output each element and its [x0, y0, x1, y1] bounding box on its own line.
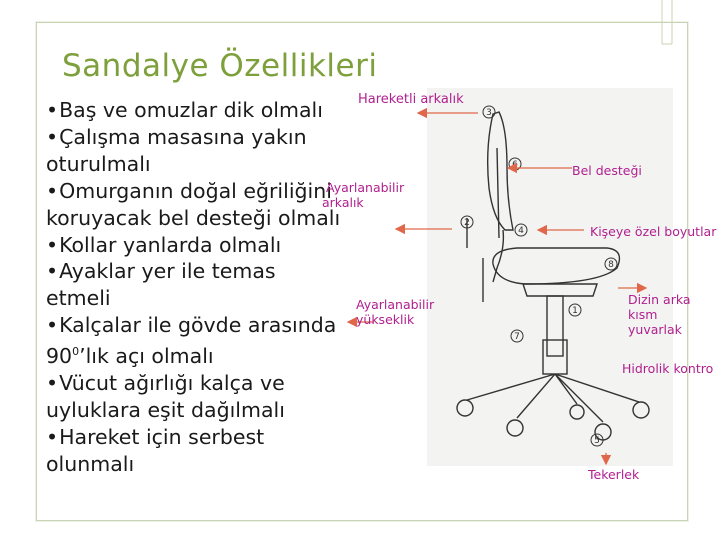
part-number: 4 — [518, 226, 524, 236]
label-line: yuvarlak — [628, 322, 682, 337]
bullet-text: Kollar yanlarda olmalı — [59, 232, 282, 257]
corner-decoration — [620, 0, 720, 60]
bullet-marker: • — [46, 370, 59, 395]
label-tekerlek: Tekerlek — [588, 467, 640, 482]
chair-caster — [633, 402, 649, 418]
bullet-marker: • — [46, 259, 59, 284]
bullet-text: Vücut ağırlığı kalça ve uyluklara eşit dağılmalı — [46, 370, 285, 422]
chair-caster — [457, 400, 473, 416]
chair-illustration — [427, 88, 673, 466]
bullet-list — [46, 97, 346, 478]
chair-base-legs — [467, 374, 639, 422]
chair-caster — [570, 405, 584, 419]
bullet-item — [46, 124, 346, 178]
bullet-text: Baş ve omuzlar dik olmalı — [59, 98, 323, 122]
bullet-marker: • — [46, 313, 59, 338]
part-number: 5 — [594, 436, 600, 446]
label-line: Ayarlanabilir — [326, 180, 405, 195]
chair-seat — [493, 248, 620, 284]
label-ayarlanabilir-arkalik — [322, 180, 404, 210]
chair-backrest — [488, 112, 513, 230]
bullet-item — [46, 424, 346, 478]
bullet-text: Ayaklar yer ile temas etmeli — [46, 259, 276, 311]
part-number: 2 — [464, 218, 470, 228]
bullet-marker: • — [46, 424, 59, 449]
bullet-marker: • — [46, 232, 59, 257]
label-bel-destegi: Bel desteği — [572, 163, 642, 178]
bullet-item — [46, 312, 346, 370]
bullet-item — [46, 178, 346, 232]
bullet-marker: • — [46, 178, 59, 203]
bullet-item — [46, 258, 346, 312]
bullet-marker: • — [46, 124, 59, 149]
bullet-item — [46, 97, 346, 124]
label-line: Dizin arka kısm — [628, 292, 691, 322]
chair-gas-column — [547, 296, 563, 356]
part-number: 7 — [514, 332, 520, 342]
part-number: 6 — [512, 160, 518, 170]
label-kisiye-ozel: Kişeye özel boyutlar — [590, 224, 717, 239]
slide-title: Sandalye Özellikleri — [62, 48, 378, 84]
chair-back-post — [497, 148, 499, 238]
part-number: 1 — [572, 306, 578, 316]
bullet-marker: • — [46, 98, 59, 122]
label-line: arkalık — [322, 195, 364, 210]
bullet-item — [46, 370, 346, 424]
degree-superscript: 0 — [72, 345, 80, 359]
bullet-item — [46, 232, 346, 259]
label-ayarlanabilir-yukseklik — [356, 297, 434, 327]
label-hareketli-arkalik: Hareketli arkalık — [358, 92, 464, 107]
label-line: Ayarlanabilir — [356, 297, 435, 312]
chair-caster — [507, 420, 523, 436]
bullet-text: Hareket için serbest olunmalı — [46, 424, 265, 476]
part-number: 3 — [486, 108, 492, 118]
label-line: yükseklik — [356, 312, 415, 327]
label-hidrolik: Hidrolik kontro — [622, 361, 714, 376]
chair-seat-base — [523, 284, 597, 296]
bullet-text: Kalçalar ile gövde arasında 90 — [46, 313, 337, 368]
bullet-text: Çalışma masasına yakın oturulmalı — [46, 124, 307, 176]
bullet-text: Omurganın doğal eğriliğini koruyacak bel desteği olmalı — [46, 178, 341, 230]
part-number: 8 — [608, 260, 614, 270]
bullet-text-tail: ’lık açı olmalı — [79, 343, 214, 368]
label-dizin-arka — [628, 292, 720, 337]
